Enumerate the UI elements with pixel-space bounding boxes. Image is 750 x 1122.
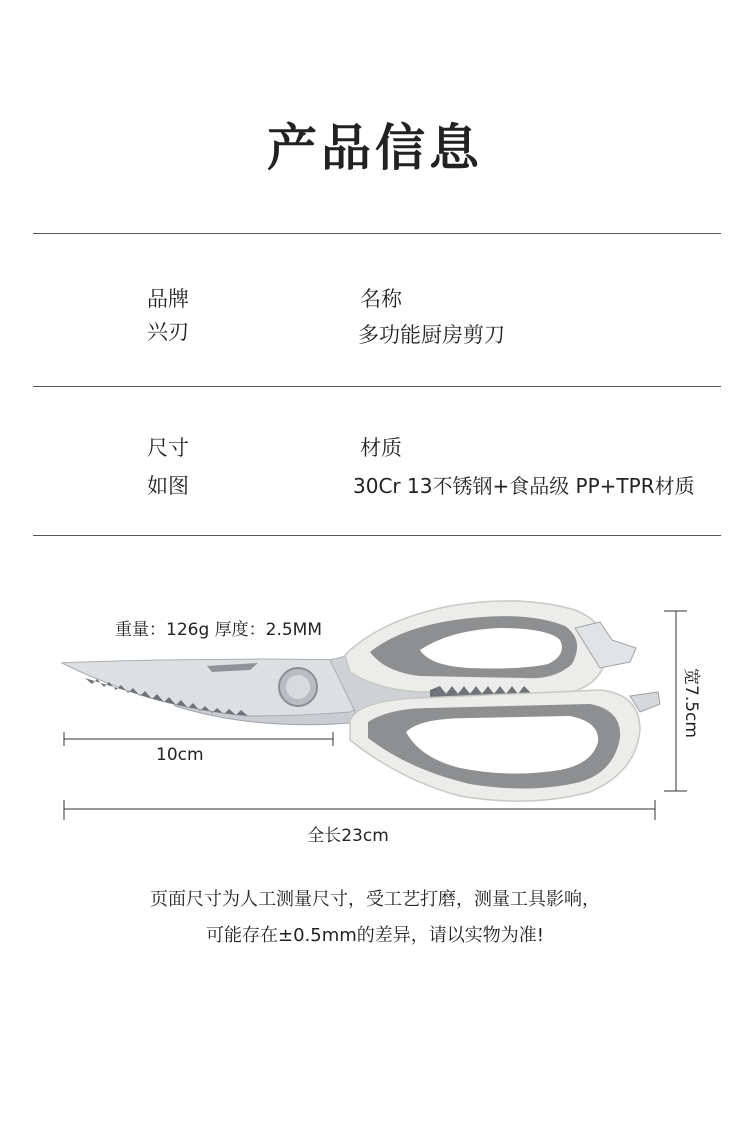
- total-length-dimension: [64, 800, 655, 846]
- material-value: 30Cr 13不锈钢+食品级 PP+TPR材质: [353, 474, 695, 498]
- blade-length-dimension: [64, 732, 333, 765]
- total-length-label: 全长23cm: [307, 826, 389, 846]
- name-label: 名称: [360, 287, 402, 311]
- brand-value: 兴刃: [147, 320, 189, 344]
- material-label: 材质: [360, 436, 402, 460]
- blade-length-label: 10cm: [156, 745, 204, 765]
- scissors-diagram: [0, 560, 750, 860]
- weight-thickness-label: 重量：126g 厚度：2.5MM: [115, 620, 323, 640]
- size-value: 如图: [147, 474, 189, 498]
- disclaimer-line-2: 可能存在±0.5mm的差异，请以实物为准!: [206, 925, 544, 946]
- name-value: 多功能厨房剪刀: [358, 323, 505, 347]
- divider-top: [33, 233, 721, 234]
- divider-bottom: [33, 535, 721, 536]
- width-dimension: [664, 611, 701, 791]
- page-title: 产品信息: [267, 119, 483, 177]
- divider-middle: [33, 386, 721, 387]
- brand-label: 品牌: [147, 287, 189, 311]
- disclaimer-line-1: 页面尺寸为人工测量尺寸，受工艺打磨，测量工具影响，: [150, 889, 600, 910]
- width-label: 宽7.5cm: [681, 668, 701, 738]
- size-label: 尺寸: [147, 436, 189, 460]
